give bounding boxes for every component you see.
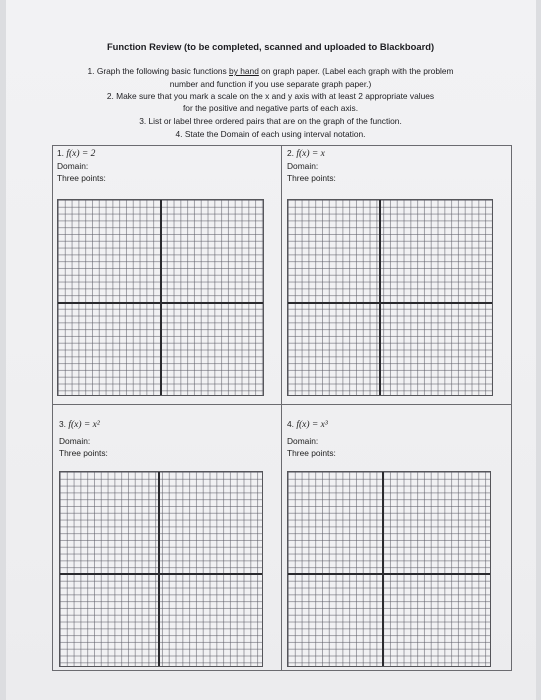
problem-1-function: f(x) = 2: [66, 149, 96, 159]
problem-3-x-axis: [60, 573, 262, 575]
problem-2-header: 2. f(x) = x Domain: Three points:: [287, 148, 336, 183]
problem-3-graph-paper[interactable]: [59, 471, 263, 667]
problem-1-points-label: Three points:: [57, 173, 106, 183]
instruction-2-line-2: for the positive and negative parts of each axis.: [182, 103, 359, 113]
problem-4-header: 4. f(x) = x³ Domain: Three points:: [287, 419, 336, 458]
problem-2-y-axis: [379, 200, 381, 395]
instruction-1-line-2: number and function if you use separate graph paper.): [169, 79, 372, 89]
problem-3-function: f(x) = x²: [68, 420, 100, 430]
problem-4-points-label: Three points:: [287, 448, 336, 458]
table-divider-vertical: [281, 145, 282, 671]
instruction-2: 2. Make sure that you mark a scale on the x and y axis with at least 2 appropriate values: [106, 91, 435, 101]
problem-1-graph-paper[interactable]: [57, 199, 264, 396]
problem-2-function: f(x) = x: [296, 149, 325, 159]
problem-2-x-axis: [288, 302, 492, 304]
problem-1-y-axis: [160, 200, 162, 395]
problem-2-graph-paper[interactable]: [287, 199, 493, 396]
problem-4-graph-paper[interactable]: [287, 471, 491, 667]
worksheet-title: Function Review (to be completed, scanned and uploaded to Blackboard): [106, 41, 435, 52]
problem-4-x-axis: [288, 573, 490, 575]
instruction-1: 1. Graph the following basic functions by hand on graph paper. (Label each graph with the problem: [87, 66, 454, 76]
instruction-3: 3. List or label three ordered pairs that are on the graph of the function.: [139, 116, 402, 126]
problem-4-function: f(x) = x³: [296, 420, 328, 430]
table-divider-horizontal: [52, 404, 512, 405]
problem-1-header: 1. f(x) = 2 Domain: Three points:: [57, 148, 106, 183]
problem-4-y-axis: [382, 472, 384, 666]
problem-3-y-axis: [158, 472, 160, 666]
problem-3-header: 3. f(x) = x² Domain: Three points:: [59, 419, 108, 458]
problem-3-domain-label: Domain:: [59, 436, 91, 446]
instruction-4: 4. State the Domain of each using interval notation.: [175, 129, 366, 139]
problem-3-points-label: Three points:: [59, 448, 108, 458]
problem-2-points-label: Three points:: [287, 173, 336, 183]
problem-4-domain-label: Domain:: [287, 436, 319, 446]
problem-1-domain-label: Domain:: [57, 161, 89, 171]
problem-2-domain-label: Domain:: [287, 161, 319, 171]
